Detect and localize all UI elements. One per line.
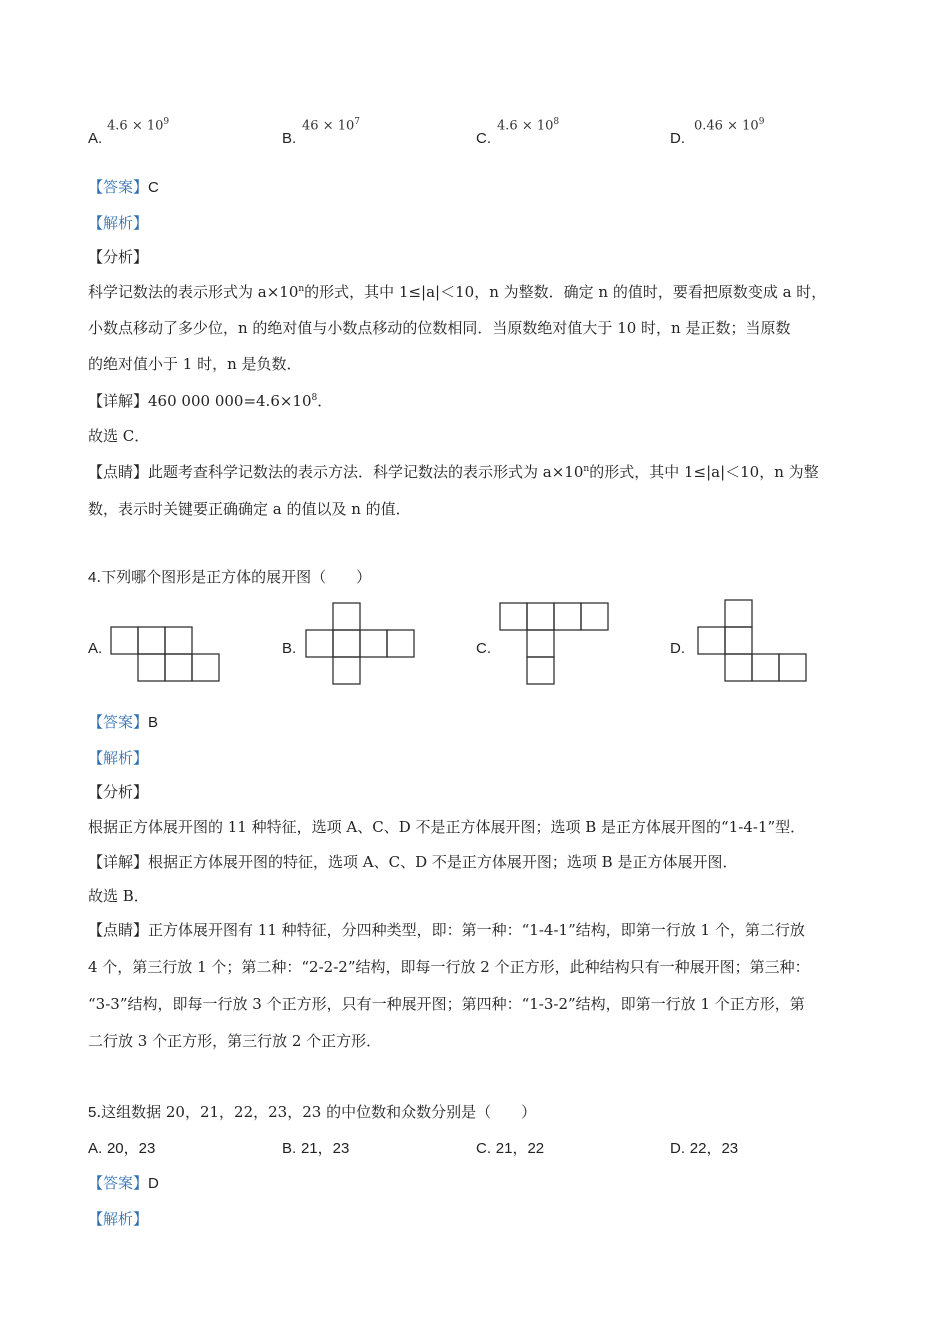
q4-choose: 故选 B． (88, 887, 149, 905)
q3-fenxi-line-3: 的绝对值小于 1 时，n 是负数． (88, 355, 302, 373)
q3-option-c-label: C. (476, 130, 491, 147)
q3-fenxi-tag: 【分析】 (88, 248, 149, 266)
q4-fenxi: 根据正方体展开图的 11 种特征，选项 A、C、D 不是正方体展开图；选项 B 是正方体展开图的“1-4-1”型． (88, 818, 806, 836)
q3-fenxi-line-1: 科学记数法的表示形式为 $a\times 10^n$的形式，其中 1≤|a|＜10，n 为整数．确定 n 的值时，要看把原数变成 a 时， (88, 283, 827, 301)
q4-answer-line (88, 711, 158, 732)
q5-question: 5.这组数据 20，21，22，23，23 的中位数和众数分别是（ ） (88, 1103, 537, 1121)
q4-answer-tag: 【答案】 (88, 713, 149, 731)
q5-answer-line (88, 1172, 159, 1193)
q4-option-c-label: C. (476, 640, 491, 657)
q3-dianjing-line-1: 【点睛】此题考查科学记数法的表示方法．科学记数法的表示形式为 $a\times 10^n$的形式，其中 1≤|a|＜10，n 为整 (88, 463, 819, 481)
q4-option-a-net (108, 625, 223, 687)
q4-option-d-label: D. (670, 640, 685, 657)
q3-answer-value: C (148, 179, 159, 196)
q5-answer-tag: 【答案】 (88, 1174, 149, 1192)
q4-answer-value: B (148, 714, 159, 731)
q4-dianjing-line-2: 4 个，第三行放 1 个；第二种：“2-2-2”结构，即每一行放 2 个正方形，此种结构只有一种展开图；第三种： (88, 958, 810, 976)
q3-option-d-label: D. (670, 130, 685, 147)
q3-option-b-value: $46 \times 10^7$ (302, 117, 361, 134)
q3-option-a-value: $4.6 \times 10^9$ (107, 117, 170, 134)
q3-option-b-label: B. (282, 130, 297, 147)
q4-option-a-label: A. (88, 640, 103, 657)
q4-fenxi-tag: 【分析】 (88, 783, 149, 801)
q4-dianjing-line-1: 【点睛】正方体展开图有 11 种特征，分四种类型，即：第一种：“1-4-1”结构，即第一行放 1 个，第二行放 (88, 921, 805, 939)
q3-jiexi-tag: 【解析】 (88, 214, 149, 232)
q4-option-c-net (497, 601, 613, 689)
q3-fenxi-line-2: 小数点移动了多少位，n 的绝对值与小数点移动的位数相同．当原数绝对值大于 10 时，n 是正数；当原数 (88, 319, 791, 337)
q5-option-c: C. 21，22 (476, 1140, 545, 1157)
q4-jiexi-tag: 【解析】 (88, 749, 149, 767)
q5-jiexi-tag: 【解析】 (88, 1210, 149, 1228)
q3-option-d-value: $0.46 \times 10^9$ (694, 117, 765, 134)
q5-option-a: A. 20，23 (88, 1140, 156, 1157)
q4-option-d-net (694, 598, 812, 686)
q4-dianjing-line-3: “3-3”结构，即每一行放 3 个正方形，只有一种展开图；第四种：“1-3-2”结构，即第一行放 1 个正方形，第 (88, 995, 805, 1013)
q3-detail-line: 【详解】460 000 $000=4.6\times 10^8$． (88, 392, 333, 410)
q3-option-a-label: A. (88, 130, 103, 147)
q4-option-b-net (302, 601, 418, 689)
q5-answer-value: D (148, 1175, 159, 1192)
q3-answer-line (88, 176, 159, 197)
q3-dianjing-line-2: 数，表示时关键要正确确定 a 的值以及 n 的值． (88, 500, 411, 518)
q4-option-b-label: B. (282, 640, 297, 657)
q3-choose: 故选 C． (88, 427, 150, 445)
q3-answer-tag: 【答案】 (88, 178, 149, 196)
q5-option-b: B. 21，23 (282, 1140, 350, 1157)
q4-question: 4.下列哪个图形是正方体的展开图（ ） (88, 568, 372, 586)
q3-option-c-value: $4.6 \times 10^8$ (497, 117, 560, 134)
q4-dianjing-line-4: 二行放 3 个正方形，第三行放 2 个正方形． (88, 1032, 382, 1050)
q5-option-d: D. 22，23 (670, 1140, 739, 1157)
q4-detail-line: 【详解】根据正方体展开图的特征，选项 A、C、D 不是正方体展开图；选项 B 是正方体展开图． (88, 853, 738, 871)
